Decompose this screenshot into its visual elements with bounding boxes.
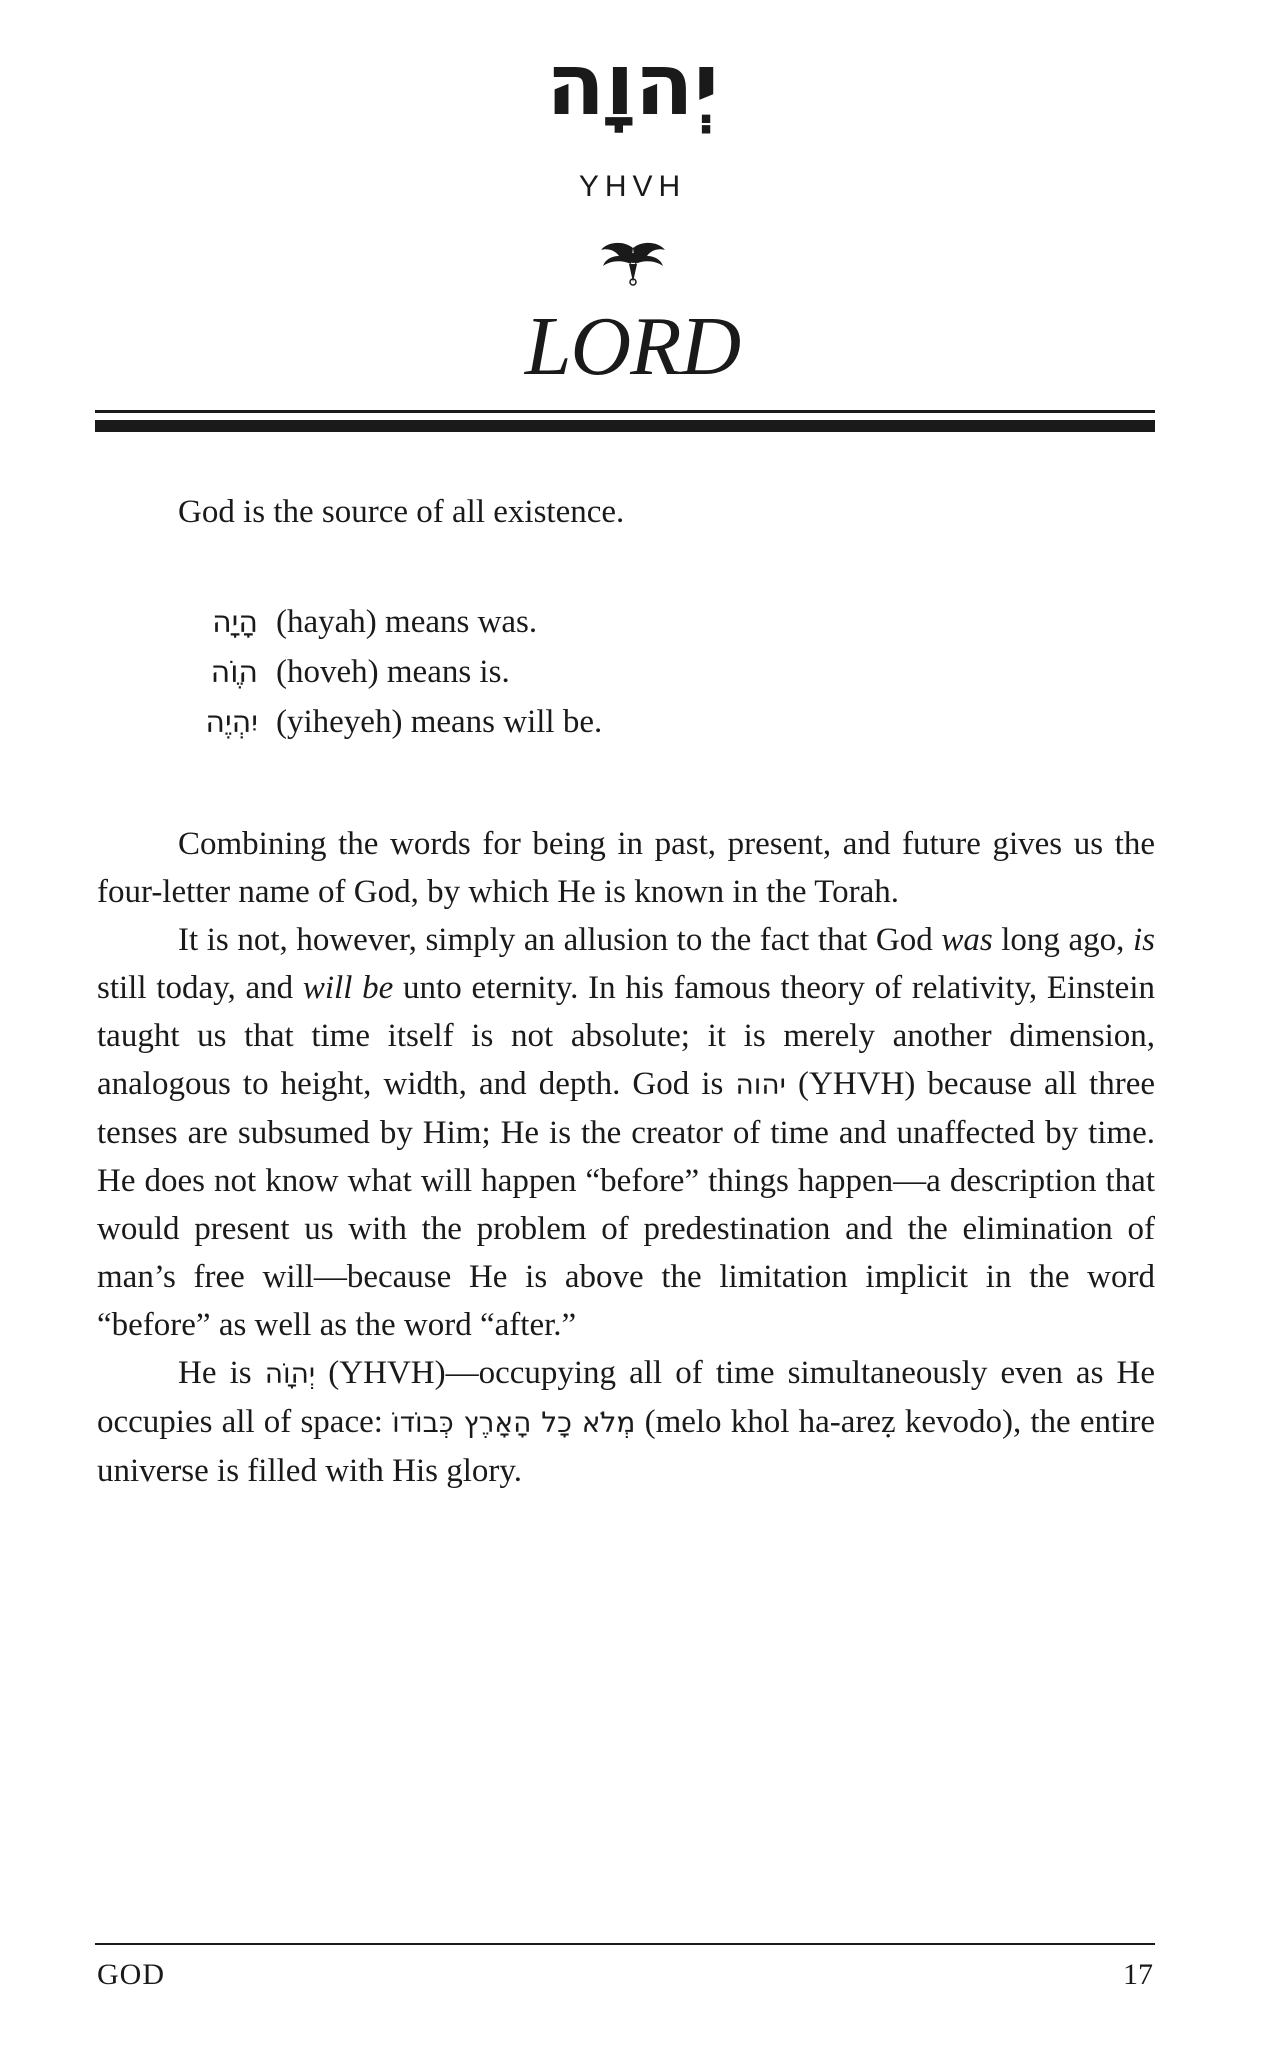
running-footer: GOD [97,1958,165,1991]
intro-sentence: God is the source of all existence. [178,494,625,530]
hebrew-inline-phrase: מְלֹא כָל הָאָרֶץ כְּבוֹדוֹ [392,1406,636,1439]
paragraph-1: Combining the words for being in past, present, and future gives us the four-letter name of God, by which He is known in the Torah. [97,826,1155,910]
transliteration-label: YHVH [578,170,687,203]
body-text [97,820,1155,1495]
fleuron-ornament-icon [593,238,673,288]
meanings-list [150,604,1050,754]
hebrew-inline-yhvh: יהוה [735,1068,786,1101]
list-item [150,654,1050,704]
page-number: 17 [1123,1958,1153,1991]
hebrew-word: יִהְיֶה [205,705,258,740]
list-item [150,704,1050,754]
emphasis-is: is [1132,922,1155,958]
footer-rule [95,1943,1155,1945]
meaning-text: (hoveh) means is. [276,654,510,690]
page-title: LORD [524,300,741,393]
paragraph-3: He is יְהוָֹה (YHVH)—occupying all of time simultaneously even as He occupies all of space: מְלֹא כָל הָאָרֶץ כְּבוֹדוֹ (melo khol ha-areẓ kevodo), the entire universe is filled with His glory. [97,1355,1155,1489]
meaning-text: (hayah) means was. [276,604,538,640]
hebrew-name-heading: יְהוָה [545,35,719,135]
emphasis-will-be: will be [302,970,394,1006]
title-rule-thin [95,410,1155,413]
hebrew-inline-yhvh-pointed: יְהוָֹה [264,1357,316,1390]
title-rule-thick [95,420,1155,432]
paragraph-2: It is not, however, simply an allusion to the fact that God was long ago, is still today, and will be unto eternity. In his famous theory of relativity, Einstein taught us that time itself is not absolute; it is merely another dimension, analogous to height, width, and depth. God is יהוה (YHVH) because all three tenses are subsumed by Him; He is the creator of time and unaffected by time. He does not know what will happen “before” things happen—a description that would present us with the problem of predestination and the elimination of man’s free will—because He is above the limitation implicit in the word “before” as well as the word “after.” [97,922,1155,1343]
meaning-text: (yiheyeh) means will be. [276,704,603,740]
emphasis-was: was [941,922,993,958]
list-item [150,604,1050,654]
hebrew-word: הָיָה [212,605,258,640]
hebrew-word: הוֶֹה [210,655,258,690]
